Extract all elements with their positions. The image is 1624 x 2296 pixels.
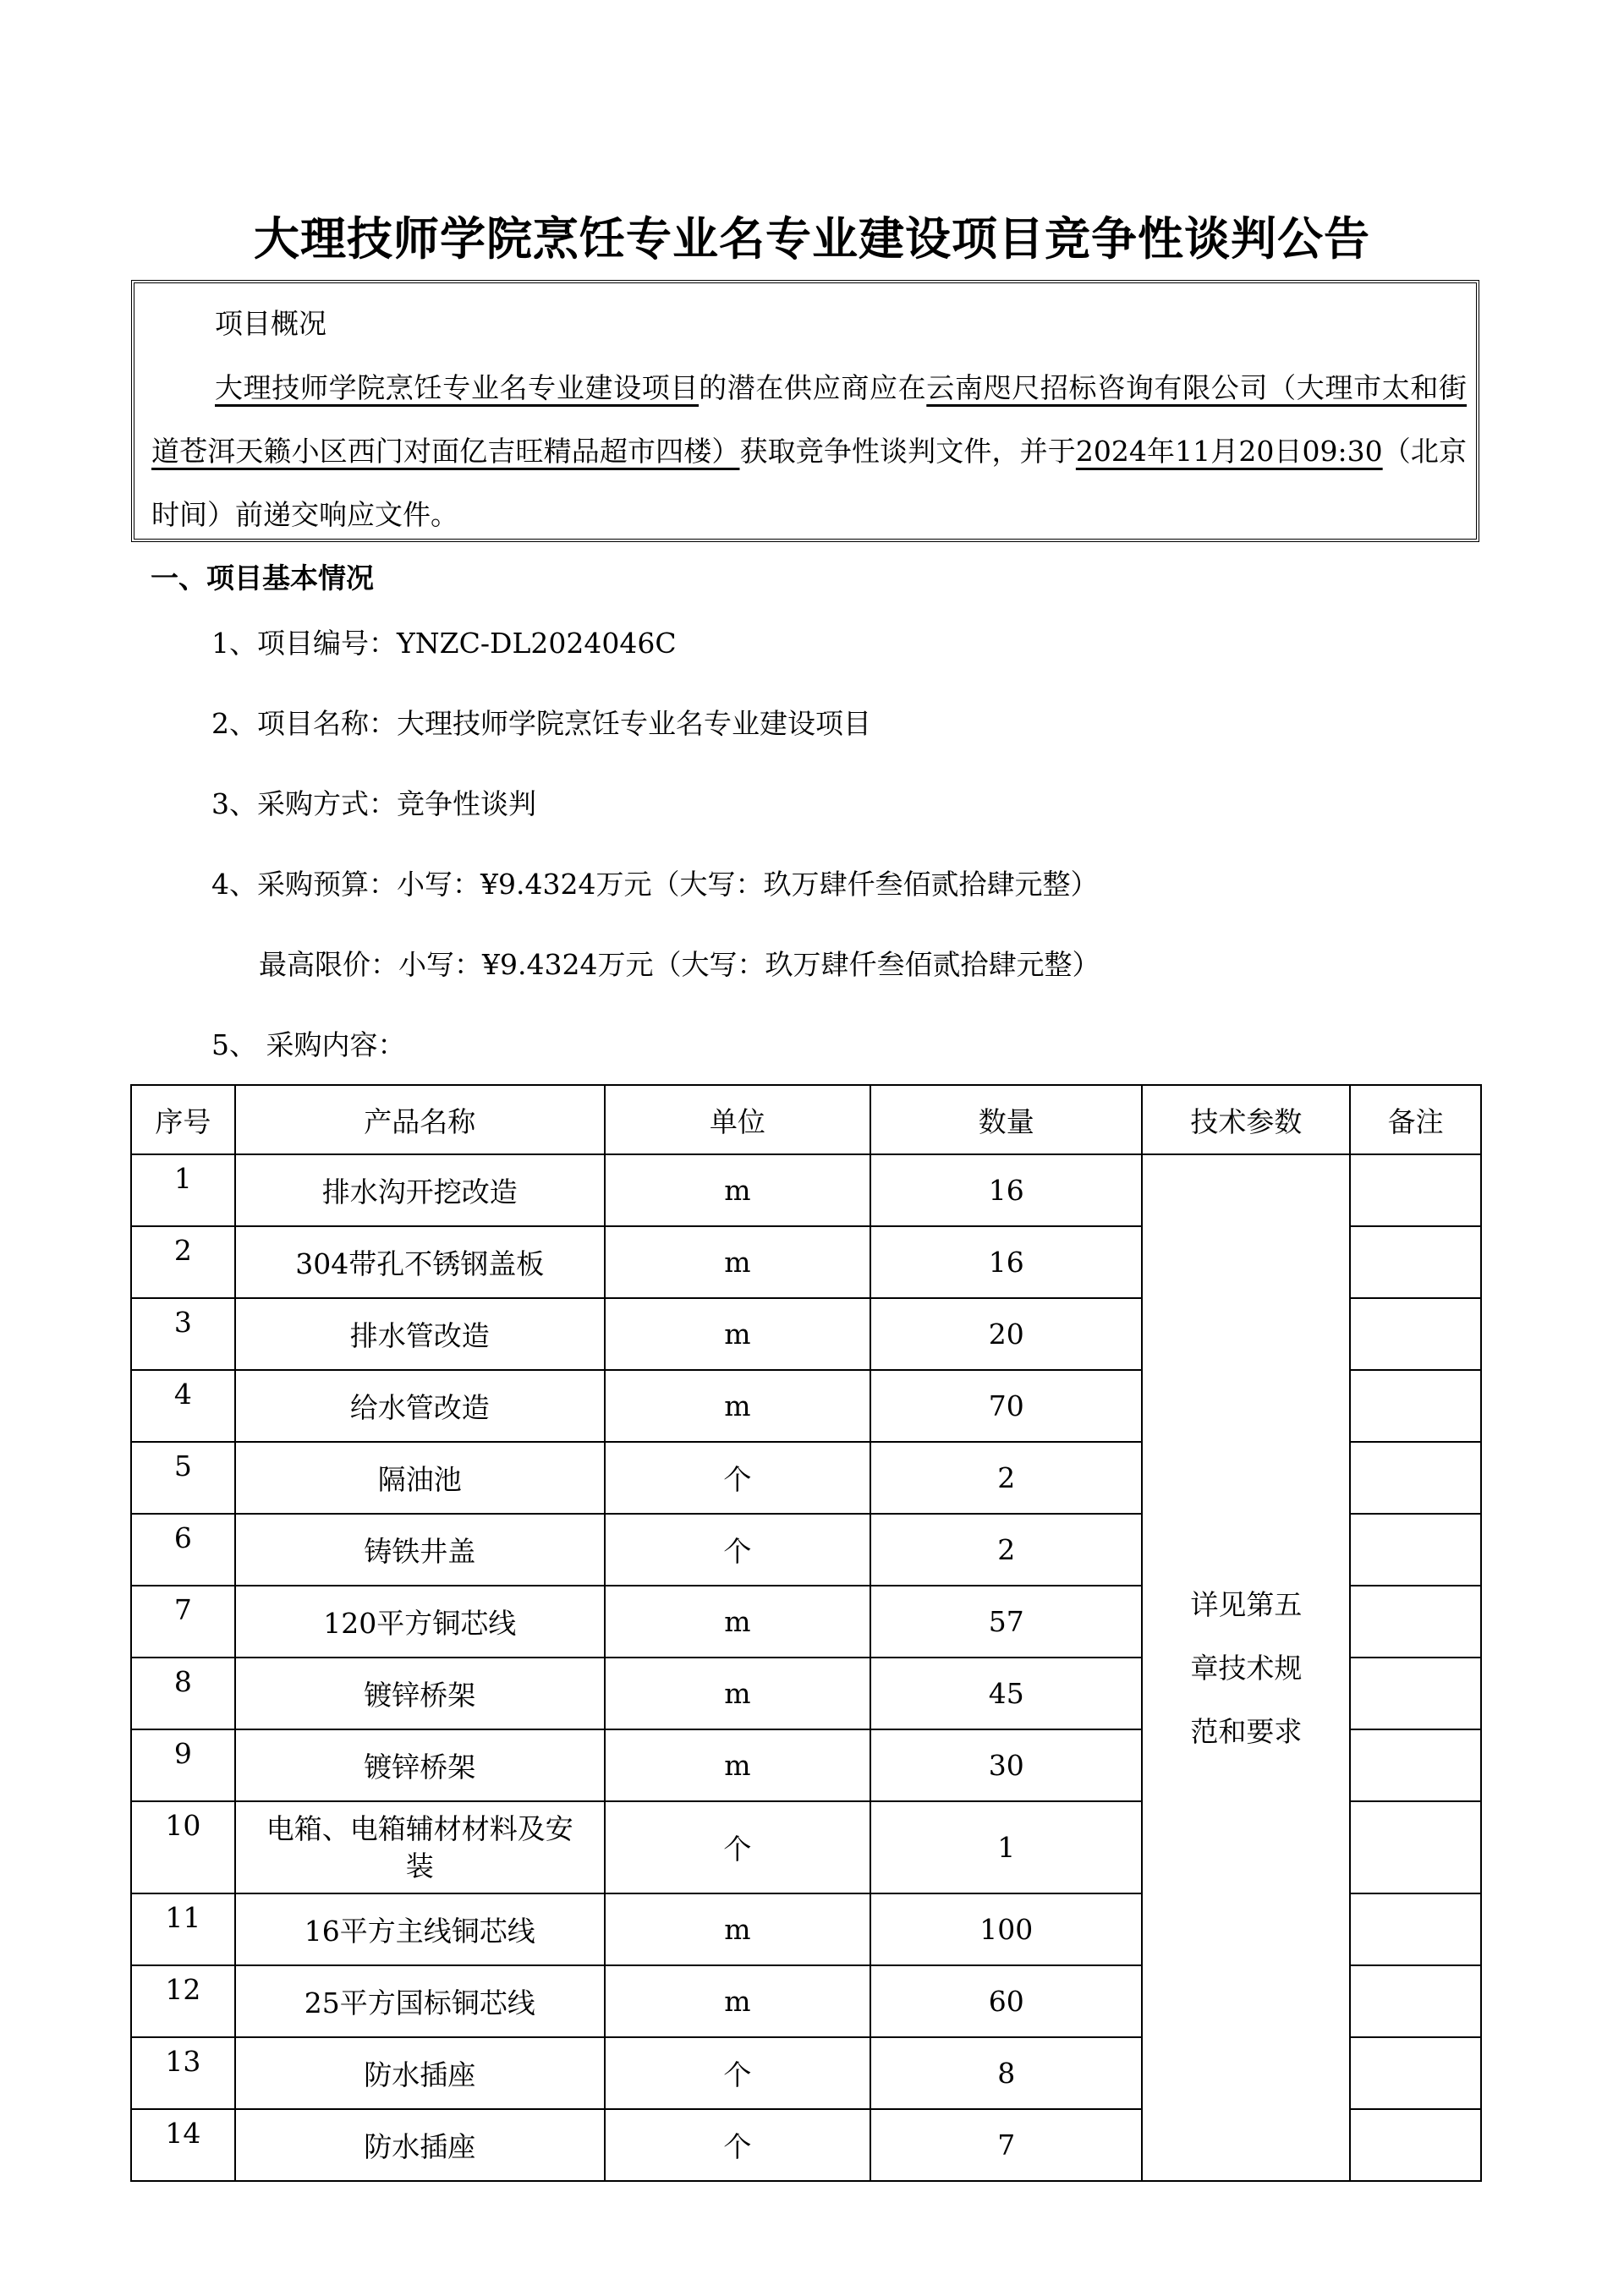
table-header-row bbox=[131, 1085, 1481, 1154]
row-name: 镀锌桥架 bbox=[235, 1729, 605, 1801]
row-no: 14 bbox=[131, 2109, 235, 2181]
overview-text-3: （北京时间）前递交响应文件。 bbox=[151, 435, 1468, 531]
row-name: 304带孔不锈钢盖板 bbox=[235, 1226, 605, 1298]
row-name: 电箱、电箱辅材材料及安装 bbox=[266, 1811, 573, 1882]
row-note bbox=[1350, 2109, 1481, 2181]
row-note bbox=[1350, 1514, 1481, 1586]
row-note bbox=[1350, 2037, 1481, 2109]
row-qty: 45 bbox=[870, 1658, 1142, 1729]
row-note bbox=[1350, 1801, 1481, 1893]
overview-location: 云南咫尺招标咨询有限公司（大理市太和街道苍洱天籁小区西门对面亿吉旺精品超市四楼） bbox=[151, 371, 1468, 468]
row-qty: 16 bbox=[870, 1226, 1142, 1298]
procurement-method: 3、采购方式：竞争性谈判 bbox=[211, 787, 536, 820]
row-qty: 20 bbox=[870, 1298, 1142, 1370]
header-unit: 单位 bbox=[605, 1085, 870, 1154]
row-name-cell bbox=[235, 1801, 605, 1893]
row-qty: 57 bbox=[870, 1586, 1142, 1658]
project-number: 1、项目编号：YNZC-DL2024046C bbox=[211, 627, 677, 660]
row-name: 16平方主线铜芯线 bbox=[235, 1893, 605, 1965]
row-note bbox=[1350, 1658, 1481, 1729]
header-remarks: 备注 bbox=[1350, 1085, 1481, 1154]
row-unit: 个 bbox=[605, 2109, 870, 2181]
document-title: 大理技师学院烹饪专业名专业建设项目竞争性谈判公告 bbox=[254, 212, 1370, 266]
row-name: 排水沟开挖改造 bbox=[235, 1154, 605, 1226]
row-qty: 100 bbox=[870, 1893, 1142, 1965]
row-name: 防水插座 bbox=[235, 2037, 605, 2109]
row-qty: 7 bbox=[870, 2109, 1142, 2181]
row-no: 10 bbox=[131, 1801, 235, 1893]
row-qty: 70 bbox=[870, 1370, 1142, 1442]
row-note bbox=[1350, 1226, 1481, 1298]
row-name: 120平方铜芯线 bbox=[235, 1586, 605, 1658]
row-no: 3 bbox=[131, 1298, 235, 1370]
max-price: 最高限价：小写：¥9.4324万元（大写：玖万肆仟叁佰贰拾肆元整） bbox=[259, 948, 1100, 981]
row-no: 13 bbox=[131, 2037, 235, 2109]
procurement-items-table bbox=[130, 1084, 1482, 2182]
row-note bbox=[1350, 1893, 1481, 1965]
row-name: 25平方国标铜芯线 bbox=[235, 1965, 605, 2037]
row-note bbox=[1350, 1298, 1481, 1370]
row-unit: m bbox=[605, 1586, 870, 1658]
row-no: 4 bbox=[131, 1370, 235, 1442]
row-unit: 个 bbox=[605, 1442, 870, 1514]
row-name: 排水管改造 bbox=[235, 1298, 605, 1370]
row-qty: 16 bbox=[870, 1154, 1142, 1226]
row-qty: 60 bbox=[870, 1965, 1142, 2037]
row-no: 6 bbox=[131, 1514, 235, 1586]
row-name: 隔油池 bbox=[235, 1442, 605, 1514]
table-row bbox=[131, 1154, 1481, 1226]
row-no: 9 bbox=[131, 1729, 235, 1801]
overview-project-name: 大理技师学院烹饪专业名专业建设项目 bbox=[215, 371, 700, 404]
row-qty: 2 bbox=[870, 1514, 1142, 1586]
row-name: 镀锌桥架 bbox=[235, 1658, 605, 1729]
row-unit: 个 bbox=[605, 1801, 870, 1893]
row-unit: 个 bbox=[605, 1514, 870, 1586]
project-name: 2、项目名称：大理技师学院烹饪专业名专业建设项目 bbox=[211, 707, 871, 740]
tech-params-cell bbox=[1142, 1154, 1350, 2181]
row-no: 7 bbox=[131, 1586, 235, 1658]
row-name: 防水插座 bbox=[235, 2109, 605, 2181]
row-unit: m bbox=[605, 1226, 870, 1298]
header-no: 序号 bbox=[131, 1085, 235, 1154]
row-no: 11 bbox=[131, 1893, 235, 1965]
overview-deadline: 2024年11月20日09:30 bbox=[1075, 435, 1383, 468]
row-unit: m bbox=[605, 1370, 870, 1442]
row-note bbox=[1350, 1586, 1481, 1658]
row-qty: 2 bbox=[870, 1442, 1142, 1514]
section-heading-basic-info: 一、项目基本情况 bbox=[151, 562, 374, 595]
overview-paragraph bbox=[151, 356, 1467, 546]
row-qty: 30 bbox=[870, 1729, 1142, 1801]
header-product-name: 产品名称 bbox=[235, 1085, 605, 1154]
row-unit: 个 bbox=[605, 2037, 870, 2109]
header-quantity: 数量 bbox=[870, 1085, 1142, 1154]
procurement-budget: 4、采购预算：小写：¥9.4324万元（大写：玖万肆仟叁佰贰拾肆元整） bbox=[211, 868, 1099, 901]
row-no: 8 bbox=[131, 1658, 235, 1729]
row-unit: m bbox=[605, 1893, 870, 1965]
row-unit: m bbox=[605, 1298, 870, 1370]
row-note bbox=[1350, 1370, 1481, 1442]
row-qty: 1 bbox=[870, 1801, 1142, 1893]
overview-heading: 项目概况 bbox=[215, 307, 326, 340]
row-no: 2 bbox=[131, 1226, 235, 1298]
row-unit: m bbox=[605, 1658, 870, 1729]
row-unit: m bbox=[605, 1154, 870, 1226]
tech-params-note: 详见第五章技术规范和要求 bbox=[1190, 1587, 1303, 1748]
row-note bbox=[1350, 1965, 1481, 2037]
row-no: 12 bbox=[131, 1965, 235, 2037]
header-tech-params: 技术参数 bbox=[1142, 1085, 1350, 1154]
procurement-content-label: 5、 采购内容： bbox=[211, 1028, 406, 1061]
row-name: 给水管改造 bbox=[235, 1370, 605, 1442]
row-no: 5 bbox=[131, 1442, 235, 1514]
row-note bbox=[1350, 1729, 1481, 1801]
row-qty: 8 bbox=[870, 2037, 1142, 2109]
overview-text-2: 获取竞争性谈判文件，并于 bbox=[739, 435, 1076, 468]
row-note bbox=[1350, 1154, 1481, 1226]
row-name: 铸铁井盖 bbox=[235, 1514, 605, 1586]
project-overview-box bbox=[131, 280, 1479, 542]
row-note bbox=[1350, 1442, 1481, 1514]
overview-text-1: 的潜在供应商应在 bbox=[699, 371, 927, 404]
row-unit: m bbox=[605, 1965, 870, 2037]
row-unit: m bbox=[605, 1729, 870, 1801]
row-no: 1 bbox=[131, 1154, 235, 1226]
